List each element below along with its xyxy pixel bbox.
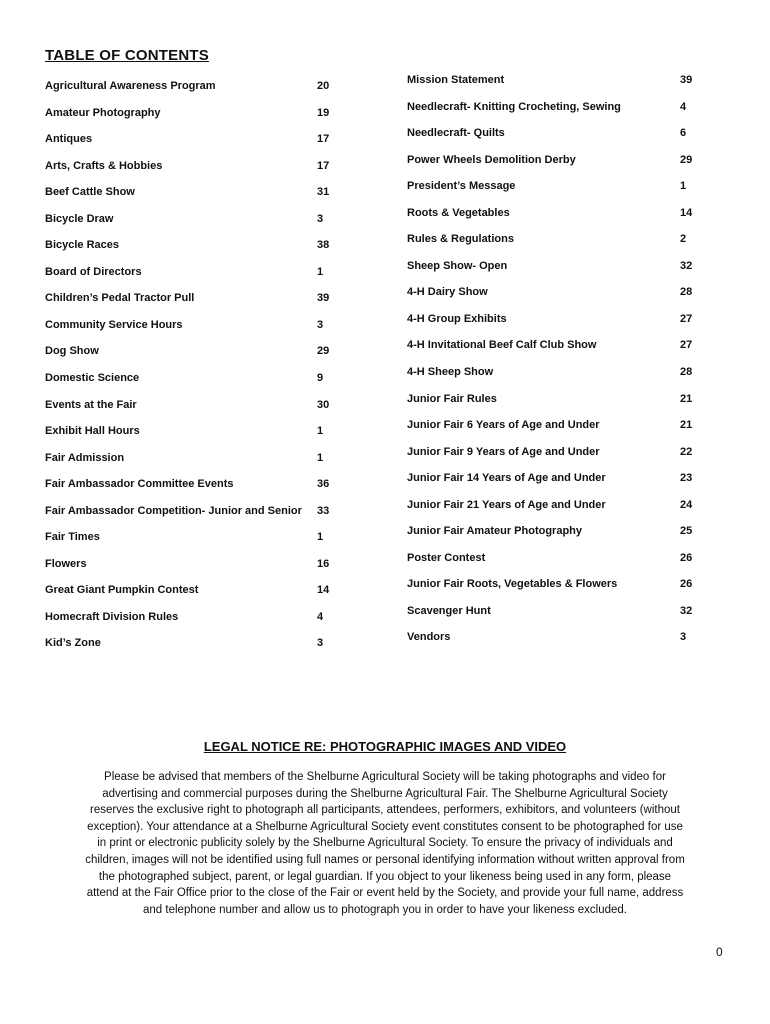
toc-entry	[407, 286, 707, 313]
toc-entry-page: 14	[680, 206, 693, 219]
toc-entry-title: Bicycle Draw	[45, 212, 114, 225]
toc-entry-page: 36	[317, 478, 330, 491]
toc-entry	[45, 266, 345, 293]
toc-entry-title: Fair Admission	[45, 451, 125, 464]
toc-entry-title: Power Wheels Demolition Derby	[407, 153, 576, 166]
toc-entry-page: 2	[680, 233, 687, 246]
toc-entry-page: 14	[317, 584, 330, 597]
toc-entry-title: President’s Message	[407, 180, 516, 193]
toc-entry	[407, 419, 707, 446]
toc-entry	[407, 339, 707, 366]
toc-entry-title: 4-H Group Exhibits	[407, 312, 507, 325]
toc-entry-page: 17	[317, 133, 330, 146]
toc-entry	[407, 180, 707, 207]
toc-entry	[407, 233, 707, 260]
toc-entry-title: Amateur Photography	[45, 106, 161, 119]
toc-entry	[407, 74, 707, 101]
toc-entry-page: 21	[680, 419, 693, 432]
toc-entry-page: 9	[317, 372, 324, 385]
toc-entry-title: Sheep Show- Open	[407, 259, 508, 272]
toc-entry	[45, 372, 345, 399]
toc-entry-page: 32	[680, 604, 693, 617]
toc-entry-page: 28	[680, 286, 693, 299]
toc-entry-title: Junior Fair 21 Years of Age and Under	[407, 498, 606, 511]
toc-entry-page: 27	[680, 339, 693, 352]
toc-entry-title: Antiques	[45, 133, 93, 146]
toc-entry-page: 25	[680, 525, 693, 538]
toc-entry	[45, 133, 345, 160]
toc-entry	[407, 366, 707, 393]
toc-entry-page: 38	[317, 239, 330, 252]
toc-entry	[407, 446, 707, 473]
toc-entry	[407, 552, 707, 579]
toc-entry-title: Community Service Hours	[45, 318, 183, 331]
toc-entry	[45, 611, 345, 638]
toc-entry	[407, 605, 707, 632]
toc-entry-page: 21	[680, 392, 693, 405]
toc-entry	[407, 499, 707, 526]
toc-entry	[45, 399, 345, 426]
toc-entry	[45, 292, 345, 319]
toc-entry-title: Flowers	[45, 557, 87, 570]
toc-entry	[45, 345, 345, 372]
toc-entry-title: Events at the Fair	[45, 398, 137, 411]
toc-entry-page: 1	[317, 425, 324, 438]
legal-notice-body: Please be advised that members of the Shelburne Agricultural Society will be taking photographs and video for advertising and commercial purposes during the Shelburne Agricultural Fair. The Shelburne Agricultural Society reserves the exclusive right to photograph all participants, attendees, performers, exhibitors, and volunteers (without exception). Your attendance at a Shelburne Agricultural Society event constitutes consent to be photographed for use in print or electronic publicity solely by the Shelburne Agricultural Society. To ensure the privacy of individuals and children, images will not be identified using full names or personal identifying information without written approval from the photographed subject, parent, or legal guardian. If you object to your likeness being used in any form, please attend at the Fair Office prior to the close of the Fair or event held by the Society, and provide your full name, address and telephone number and allow us to photograph you in order to have your likeness excluded.	[85, 771, 685, 916]
toc-entry-page: 39	[680, 74, 693, 86]
toc-entry-title: Beef Cattle Show	[45, 186, 135, 199]
toc-entry-page: 1	[680, 180, 687, 193]
toc-entry	[407, 154, 707, 181]
toc-entry	[45, 558, 345, 585]
toc-entry-title: Scavenger Hunt	[407, 604, 491, 617]
toc-entry	[407, 313, 707, 340]
page-number: 0	[716, 945, 723, 959]
toc-entry-title: Rules & Regulations	[407, 233, 514, 246]
toc-entry-page: 1	[317, 451, 324, 464]
toc-entry	[407, 578, 707, 605]
toc-entry-title: Needlecraft- Knitting Crocheting, Sewing	[407, 100, 621, 113]
toc-entry	[407, 127, 707, 154]
toc-entry	[45, 505, 345, 532]
toc-entry-title: Fair Times	[45, 531, 100, 544]
toc-entry-title: Board of Directors	[45, 265, 142, 278]
toc-entry-title: 4-H Invitational Beef Calf Club Show	[407, 339, 597, 352]
toc-entry-title: Needlecraft- Quilts	[407, 127, 505, 140]
toc-entry-title: Bicycle Races	[45, 239, 119, 252]
toc-entry-title: Homecraft Division Rules	[45, 610, 179, 623]
toc-entry-title: Junior Fair 9 Years of Age and Under	[407, 445, 600, 458]
toc-entry	[45, 319, 345, 346]
toc-entry	[45, 478, 345, 505]
toc-entry	[407, 207, 707, 234]
toc-entry	[45, 452, 345, 479]
toc-entry	[45, 637, 345, 664]
toc-entry-title: 4-H Dairy Show	[407, 286, 488, 299]
toc-entry	[45, 160, 345, 187]
toc-entry-title: Fair Ambassador Committee Events	[45, 478, 234, 491]
toc-entry-page: 6	[680, 127, 687, 140]
toc-entry	[407, 393, 707, 420]
toc-entry	[45, 239, 345, 266]
toc-entry-page: 23	[680, 472, 693, 485]
toc-entry-page: 16	[317, 557, 330, 570]
toc-entry-title: Mission Statement	[407, 74, 505, 86]
toc-entry-title: Junior Fair 6 Years of Age and Under	[407, 419, 600, 432]
toc-left-column	[45, 80, 345, 664]
toc-entry-page: 27	[680, 312, 693, 325]
toc-entry-title: Children’s Pedal Tractor Pull	[45, 292, 195, 305]
toc-entry-title: Roots & Vegetables	[407, 206, 510, 219]
toc-entry-page: 1	[317, 531, 324, 544]
toc-entry-title: Arts, Crafts & Hobbies	[45, 159, 163, 172]
toc-entry-page: 26	[680, 551, 693, 564]
toc-entry-title: Vendors	[407, 631, 451, 644]
toc-entry-title: Junior Fair Rules	[407, 392, 497, 405]
toc-entry	[407, 525, 707, 552]
toc-entry-title: Fair Ambassador Competition- Junior and Senior	[45, 504, 302, 517]
toc-entry-page: 31	[317, 186, 330, 199]
toc-entry	[407, 631, 707, 658]
toc-entry-title: Kid’s Zone	[45, 637, 101, 650]
toc-entry	[45, 107, 345, 134]
toc-entry-page: 30	[317, 398, 330, 411]
toc-entry	[45, 213, 345, 240]
toc-entry-title: Dog Show	[45, 345, 99, 358]
legal-notice-title: LEGAL NOTICE RE: PHOTOGRAPHIC IMAGES AND VIDEO	[203, 739, 567, 754]
toc-entry-page: 20	[317, 80, 330, 92]
toc-entry-page: 39	[317, 292, 330, 305]
toc-entry-title: Exhibit Hall Hours	[45, 425, 140, 438]
toc-entry	[45, 80, 345, 107]
toc-entry-page: 3	[317, 212, 324, 225]
toc-entry	[45, 531, 345, 558]
toc-entry-page: 26	[680, 578, 693, 591]
toc-entry-title: Junior Fair 14 Years of Age and Under	[407, 472, 606, 485]
toc-entry-title: 4-H Sheep Show	[407, 366, 494, 379]
toc-entry-page: 32	[680, 259, 693, 272]
toc-entry	[45, 425, 345, 452]
toc-entry-page: 4	[680, 100, 687, 113]
toc-entry-page: 17	[317, 159, 330, 172]
toc-entry-title: Great Giant Pumpkin Contest	[45, 584, 199, 597]
toc-entry-page: 28	[680, 366, 693, 379]
toc-entry-title: Poster Contest	[407, 551, 486, 564]
toc-entry-page: 33	[317, 504, 330, 517]
toc-entry-page: 22	[680, 445, 693, 458]
toc-entry	[45, 186, 345, 213]
toc-entry-page: 29	[317, 345, 330, 358]
toc-entry-page: 19	[317, 106, 330, 119]
toc-entry	[407, 472, 707, 499]
toc-entry-title: Domestic Science	[45, 372, 140, 385]
toc-entry-title: Junior Fair Roots, Vegetables & Flowers	[407, 578, 618, 591]
toc-entry-title: Agricultural Awareness Program	[45, 80, 216, 92]
toc-title: TABLE OF CONTENTS	[45, 47, 209, 64]
toc-entry	[407, 101, 707, 128]
toc-entry-page: 3	[680, 631, 687, 644]
toc-entry-page: 4	[317, 610, 324, 623]
toc-entry	[407, 260, 707, 287]
toc-entry-page: 29	[680, 153, 693, 166]
toc-entry-page: 3	[317, 637, 324, 650]
toc-right-column	[407, 74, 707, 658]
toc-entry	[45, 584, 345, 611]
toc-entry-page: 24	[680, 498, 693, 511]
toc-entry-page: 3	[317, 318, 324, 331]
toc-entry-title: Junior Fair Amateur Photography	[407, 525, 583, 538]
toc-entry-page: 1	[317, 265, 324, 278]
